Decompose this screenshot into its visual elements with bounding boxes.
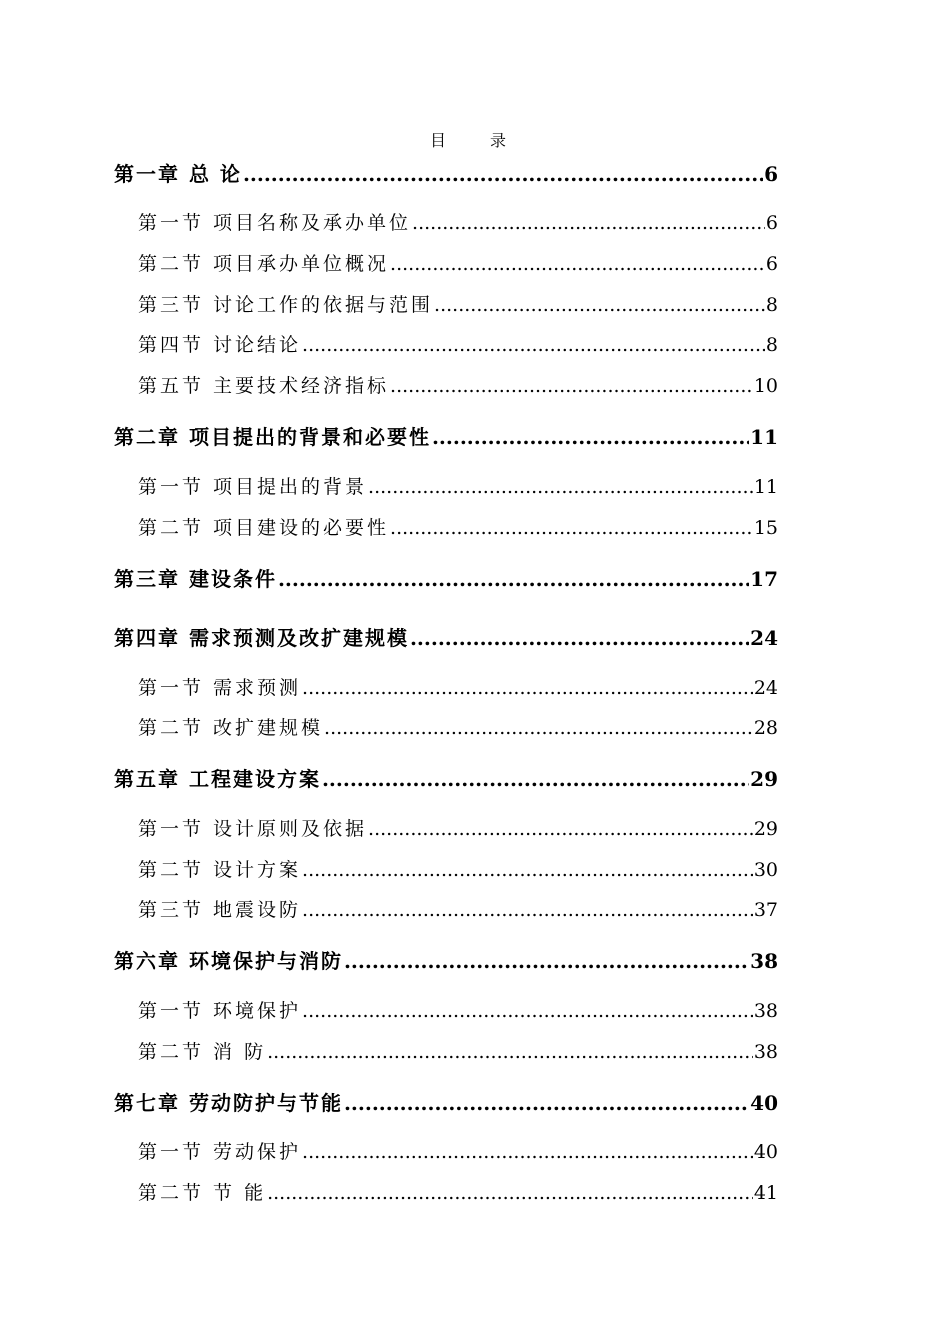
toc-leader-dots (368, 476, 753, 498)
toc-page-number: 28 (753, 717, 778, 739)
toc-leader-dots (267, 1182, 753, 1204)
toc-chapter-entry[interactable] (114, 622, 778, 650)
toc-page-number: 29 (750, 767, 778, 791)
toc-entry-label: 第二节 节 能 (138, 1182, 267, 1204)
toc-leader-dots (368, 818, 753, 840)
toc-section-entry[interactable] (138, 330, 778, 358)
toc-section-entry[interactable] (138, 895, 778, 923)
toc-page-number: 11 (750, 425, 778, 449)
toc-page-number: 38 (753, 1000, 778, 1022)
toc-entry-label: 第五节 主要技术经济指标 (138, 375, 390, 397)
toc-entry-label: 第三节 地震设防 (138, 899, 302, 921)
toc-page-number: 29 (753, 818, 778, 840)
toc-leader-dots (322, 767, 749, 791)
toc-page-number: 11 (753, 476, 778, 498)
toc-entry-label: 第二节 项目承办单位概况 (138, 253, 390, 275)
toc-chapter-entry[interactable] (114, 1087, 778, 1115)
toc-page-number: 38 (753, 1041, 778, 1063)
toc-page-number: 40 (750, 1091, 778, 1115)
toc-section-entry[interactable] (138, 855, 778, 883)
toc-entry-label: 第三章 建设条件 (114, 567, 277, 591)
toc-leader-dots (302, 334, 765, 356)
toc-page-number: 6 (765, 212, 778, 234)
toc-page-number: 30 (753, 859, 778, 881)
toc-leader-dots (390, 375, 753, 397)
toc-page-number: 15 (753, 517, 778, 539)
toc-leader-dots (390, 517, 753, 539)
toc-chapter-entry[interactable] (114, 421, 778, 449)
toc-leader-dots (434, 294, 765, 316)
toc-entry-label: 第四节 讨论结论 (138, 334, 302, 356)
toc-leader-dots (412, 212, 765, 234)
toc-leader-dots (324, 717, 753, 739)
toc-section-entry[interactable] (138, 290, 778, 318)
toc-chapter-entry[interactable] (114, 563, 778, 591)
toc-entry-label: 第一节 项目提出的背景 (138, 476, 368, 498)
toc-section-entry[interactable] (138, 513, 778, 541)
toc-leader-dots (302, 899, 753, 921)
toc-page-number: 8 (765, 294, 778, 316)
toc-page-number: 10 (753, 375, 778, 397)
toc-entry-label: 第二章 项目提出的背景和必要性 (114, 425, 431, 449)
toc-section-entry[interactable] (138, 1178, 778, 1206)
toc-section-entry[interactable] (138, 996, 778, 1024)
toc-page-number: 17 (750, 567, 778, 591)
toc-leader-dots (302, 859, 753, 881)
toc-entry-label: 第一节 设计原则及依据 (138, 818, 368, 840)
toc-chapter-entry[interactable] (114, 158, 778, 186)
toc-section-entry[interactable] (138, 1137, 778, 1165)
toc-entry-label: 第六章 环境保护与消防 (114, 949, 343, 973)
toc-entry-label: 第一节 需求预测 (138, 677, 302, 699)
toc-chapter-entry[interactable] (114, 763, 778, 791)
toc-section-entry[interactable] (138, 1037, 778, 1065)
toc-leader-dots (267, 1041, 753, 1063)
toc-section-entry[interactable] (138, 371, 778, 399)
toc-leader-dots (432, 425, 749, 449)
toc-leader-dots (302, 677, 753, 699)
toc-entry-label: 第一节 环境保护 (138, 1000, 302, 1022)
toc-entry-label: 第七章 劳动防护与节能 (114, 1091, 343, 1115)
toc-entry-label: 第四章 需求预测及改扩建规模 (114, 626, 409, 650)
toc-page-number: 24 (750, 626, 778, 650)
toc-page-number: 40 (753, 1141, 778, 1163)
toc-page-number: 24 (753, 677, 778, 699)
toc-leader-dots (278, 567, 749, 591)
toc-leader-dots (344, 949, 749, 973)
toc-section-entry[interactable] (138, 673, 778, 701)
toc-leader-dots (302, 1000, 753, 1022)
toc-page-number: 37 (753, 899, 778, 921)
toc-entry-label: 第三节 讨论工作的依据与范围 (138, 294, 434, 316)
toc-page-number: 6 (765, 253, 778, 275)
toc-leader-dots (243, 162, 763, 186)
toc-section-entry[interactable] (138, 472, 778, 500)
toc-page-number: 8 (765, 334, 778, 356)
toc-entry-label: 第一节 劳动保护 (138, 1141, 302, 1163)
toc-page-number: 38 (750, 949, 778, 973)
toc-entry-label: 第一章 总 论 (114, 162, 242, 186)
toc-leader-dots (302, 1141, 753, 1163)
toc-leader-dots (344, 1091, 749, 1115)
toc-section-entry[interactable] (138, 208, 778, 236)
toc-section-entry[interactable] (138, 814, 778, 842)
toc-section-entry[interactable] (138, 249, 778, 277)
toc-entry-label: 第二节 设计方案 (138, 859, 302, 881)
toc-title: 目 录 (429, 131, 520, 150)
toc-chapter-entry[interactable] (114, 945, 778, 973)
toc-page-number: 6 (764, 162, 778, 186)
toc-entry-label: 第一节 项目名称及承办单位 (138, 212, 412, 234)
toc-entry-label: 第二节 改扩建规模 (138, 717, 324, 739)
toc-entry-label: 第五章 工程建设方案 (114, 767, 321, 791)
toc-section-entry[interactable] (138, 713, 778, 741)
toc-entry-label: 第二节 消 防 (138, 1041, 267, 1063)
toc-leader-dots (410, 626, 749, 650)
toc-leader-dots (390, 253, 765, 275)
toc-entry-label: 第二节 项目建设的必要性 (138, 517, 390, 539)
toc-page-number: 41 (753, 1182, 778, 1204)
